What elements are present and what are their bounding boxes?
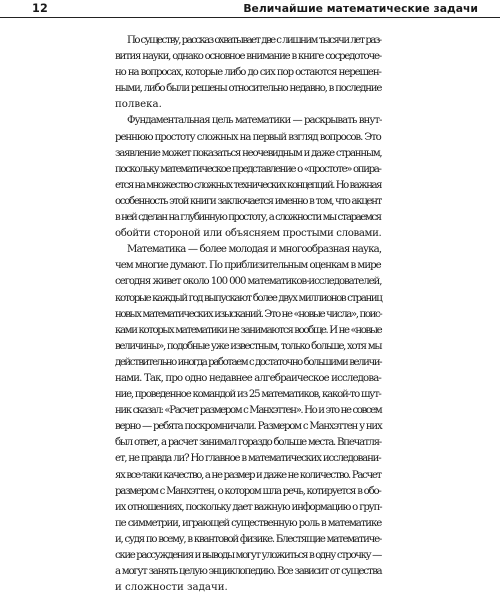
text-line: ными, либо были решены относительно недавно, в последние: [115, 83, 382, 95]
text-line: полвека.: [115, 99, 162, 111]
text-line: ях все-таки качество, а не размер и даже не количество. Расчет: [115, 469, 381, 481]
running-title: Величайшие математические задачи: [243, 2, 478, 15]
text-line: которые каждый год выпускают более двух миллионов страниц: [115, 292, 382, 304]
text-line: Математика — более молодая и многообразная наука,: [127, 244, 382, 256]
body-text: [115, 33, 381, 596]
text-line: был ответ, а расчет занимал гораздо больше места. Впечатля-: [115, 437, 382, 449]
text-line: Фундаментальная цель математики — раскрывать внут-: [127, 115, 382, 127]
text-line: особенность этой книги заключается именно в том, что акцент: [115, 195, 382, 207]
paragraph-1: [115, 33, 381, 113]
text-line: обойти стороной или объясняем простыми словами.: [115, 228, 382, 240]
text-line: но на вопросах, которые либо до сих пор остаются нерешен-: [115, 67, 381, 79]
text-line: заявление может показаться неочевидным и даже странным,: [115, 147, 382, 159]
paragraph-3: [115, 242, 381, 596]
text-line: новых математических изысканий. Это не «новые числа», поис-: [115, 308, 382, 320]
page-number: 12: [32, 2, 48, 15]
text-line: ник сказал: «Расчет размером с Манхэттен». Но и это не совсем: [115, 405, 382, 417]
text-line: действительно иногда работаем с достаточно большими величи-: [115, 356, 382, 368]
text-line: реннюю простоту сложных на первый взгляд вопросов. Это: [115, 131, 381, 143]
text-line: чем многие думают. По приблизительным оценкам в мире: [115, 260, 381, 272]
text-line: и, судя по всему, в квантовой физике. Блестящие математиче-: [115, 533, 382, 545]
text-line: вития науки, однако основное внимание в книге сосредоточе-: [115, 51, 381, 63]
text-line: в ней сделан на глубинную простоту, а сложности мы стараемся: [115, 212, 381, 224]
text-line: ет, не правда ли? Но главное в математических исследовани-: [115, 453, 381, 465]
text-line: размером с Манхэттен, о котором шла речь, котируется в обо-: [115, 485, 381, 497]
text-line: поскольку математическое представление о «простоте» опира-: [115, 163, 381, 175]
text-line: ние, проведенное командой из 25 математиков, какой-то шут-: [115, 389, 381, 401]
text-line: ками которых математики не занимаются вообще. И не «новые: [115, 324, 382, 336]
text-line: ется на множество сложных технических концепций. Но важная: [115, 179, 381, 191]
text-line: а могут занять целую энциклопедию. Все зависит от существа: [115, 566, 382, 578]
text-line: их отношениях, поскольку дает важную информацию о груп-: [115, 501, 382, 513]
running-header: [0, 0, 500, 18]
text-line: сегодня живет около 100 000 математиков-исследователей,: [115, 276, 382, 288]
text-line: верно — ребята поскромничали. Размером с Манхэттен у них: [115, 421, 382, 433]
text-line: По существу, рассказ охватывает две с лишним тысячи лет раз-: [127, 35, 381, 46]
text-line: величины», подобные уже известным, только больше, хотя мы: [115, 340, 382, 352]
text-line: и сложности задачи.: [115, 582, 228, 594]
text-line: пе симметрии, играющей существенную роль в математике: [115, 517, 382, 529]
text-line: ские рассуждения и выводы могут уложиться в одну строчку —: [115, 550, 381, 561]
text-line: нами. Так, про одно недавнее алгебраическое исследова-: [115, 372, 382, 384]
paragraph-2: [115, 113, 381, 242]
